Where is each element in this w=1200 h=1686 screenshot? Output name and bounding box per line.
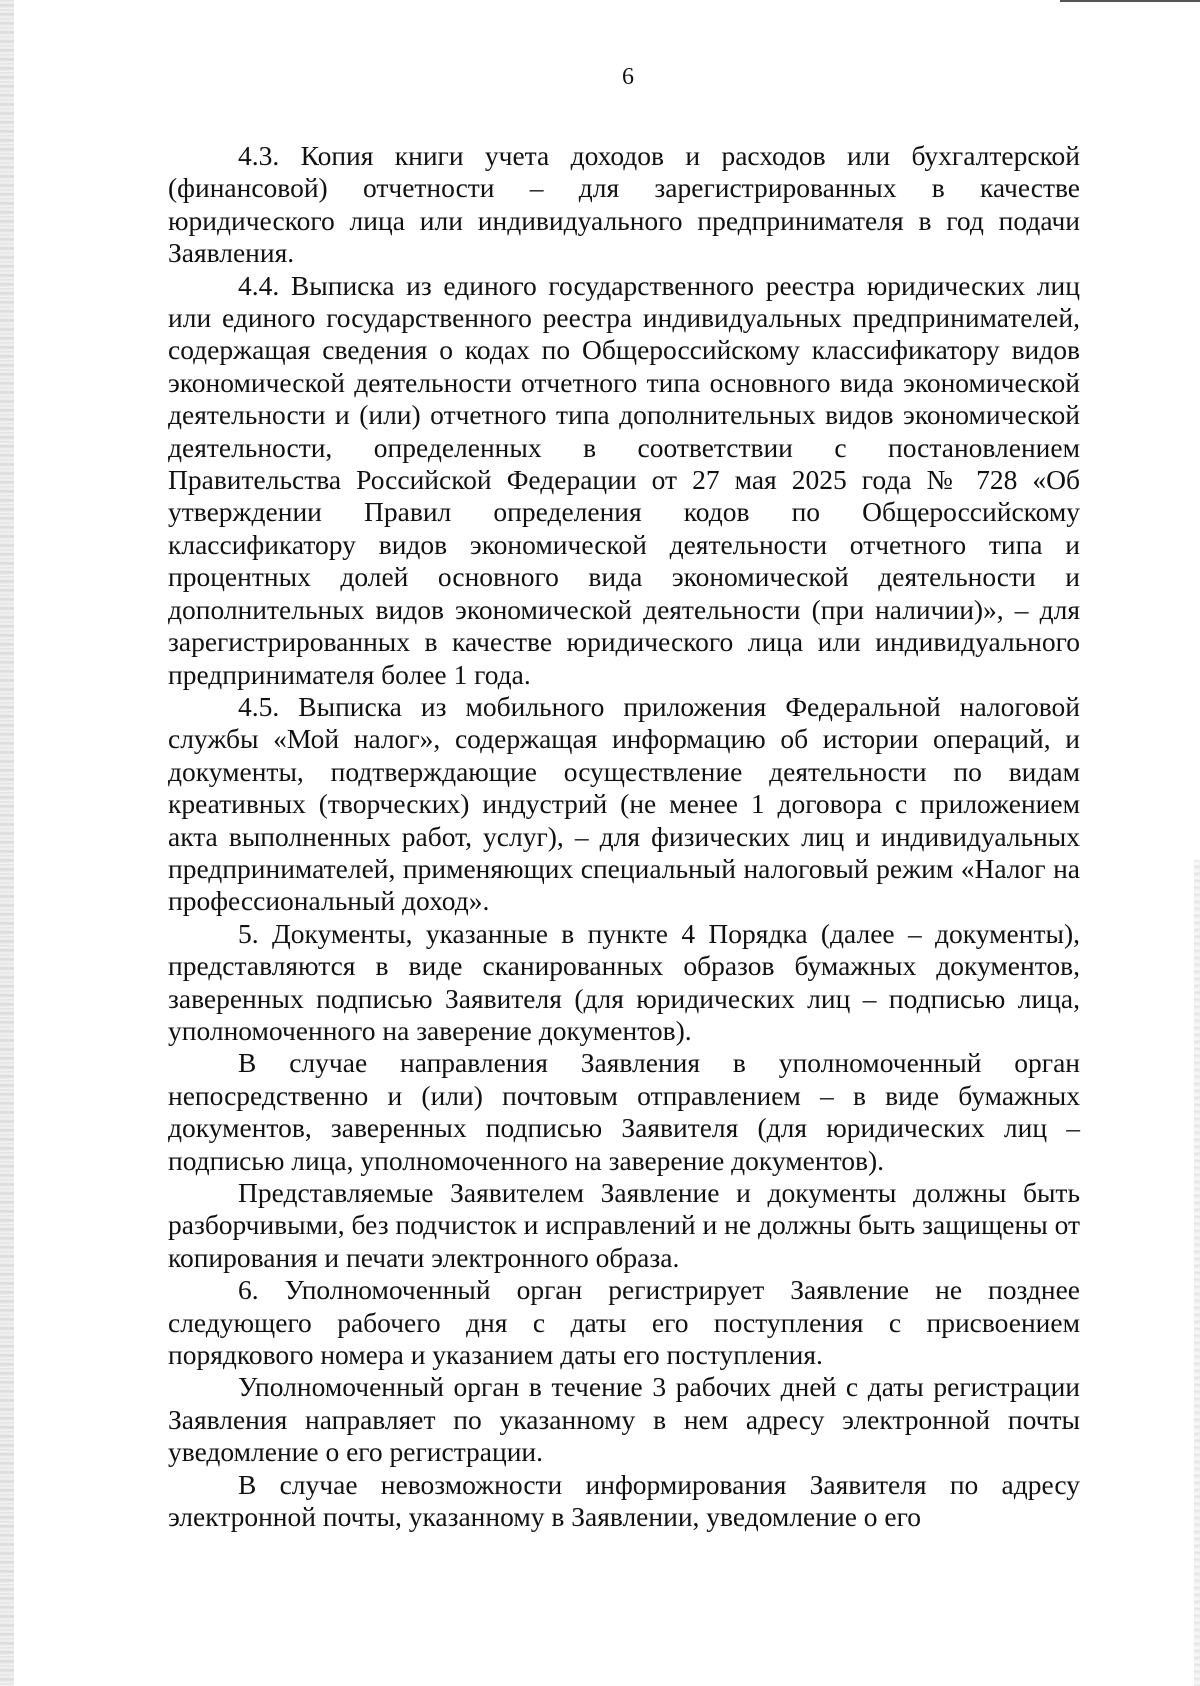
paragraph-6-notification: Уполномоченный орган в течение 3 рабочих дней с даты регистрации Заявления направляет по указанному в нем адресу электронной почты уведомление о его регистрации. — [168, 1371, 1080, 1468]
paragraph-5-requirements: Представляемые Заявителем Заявление и документы должны быть разборчивыми, без подчисток и исправлений и не должны быть защищены от копирования и печати электронного образа. — [168, 1177, 1080, 1273]
paragraph-4-4: 4.4. Выписка из единого государственного реестра юридических лиц или единого государственного реестра индивидуальных предпринимателей, содержащая сведения о кодах по Общероссийскому классификатору видов экономической деятельности отчетного типа основного вида экономической деятельности и (или) отчетного типа дополнительных видов экономической деятельности, определенных в соответствии с постановлением Правительства Российской Федерации от 27 мая 2025 года № 728 «Об утверждении Правил определения кодов по Общероссийскому классификатору видов экономической деятельности отчетного типа и процентных долей основного вида экономической деятельности и дополнительных видов экономической деятельности (при наличии)», – для зарегистрированных в качестве юридического лица или индивидуального предпринимателя более 1 года. — [168, 269, 1080, 690]
scan-top-line — [1060, 0, 1200, 2]
document-body — [168, 140, 1080, 1533]
paragraph-6-fallback: В случае невозможности информирования Заявителя по адресу электронной почты, указанному в Заявлении, уведомление о его — [168, 1468, 1080, 1533]
paragraph-4-5: 4.5. Выписка из мобильного приложения Федеральной налоговой службы «Мой налог», содержащая информацию об истории операций, и документы, подтверждающие осуществление деятельности по видам креативных (творческих) индустрий (не менее 1 договора с приложением акта выполненных работ, услуг), – для физических лиц и индивидуальных предпринимателей, применяющих специальный налоговый режим «Налог на профессиональный доход». — [168, 690, 1080, 917]
page-number: 6 — [622, 64, 634, 90]
scan-edge-left — [0, 0, 14, 1686]
paragraph-6: 6. Уполномоченный орган регистрирует Заявление не позднее следующего рабочего дня с даты его поступления с присвоением порядкового номера и указанием даты его поступления. — [168, 1274, 1080, 1371]
scan-edge-right — [1194, 860, 1200, 1686]
paragraph-4-3: 4.3. Копия книги учета доходов и расходов или бухгалтерской (финансовой) отчетности – для зарегистрированных в качестве юридического лица или индивидуального предпринимателя в год подачи Заявления. — [168, 140, 1080, 269]
paragraph-5-mail: В случае направления Заявления в уполномоченный орган непосредственно и (или) почтовым отправлением – в виде бумажных документов, заверенных подписью Заявителя (для юридических лиц – подписью лица, уполномоченного на заверение документов). — [168, 1047, 1080, 1176]
paragraph-5: 5. Документы, указанные в пункте 4 Порядка (далее – документы), представляются в виде сканированных образов бумажных документов, заверенных подписью Заявителя (для юридических лиц – подписью лица, уполномоченного на заверение документов). — [168, 917, 1080, 1046]
